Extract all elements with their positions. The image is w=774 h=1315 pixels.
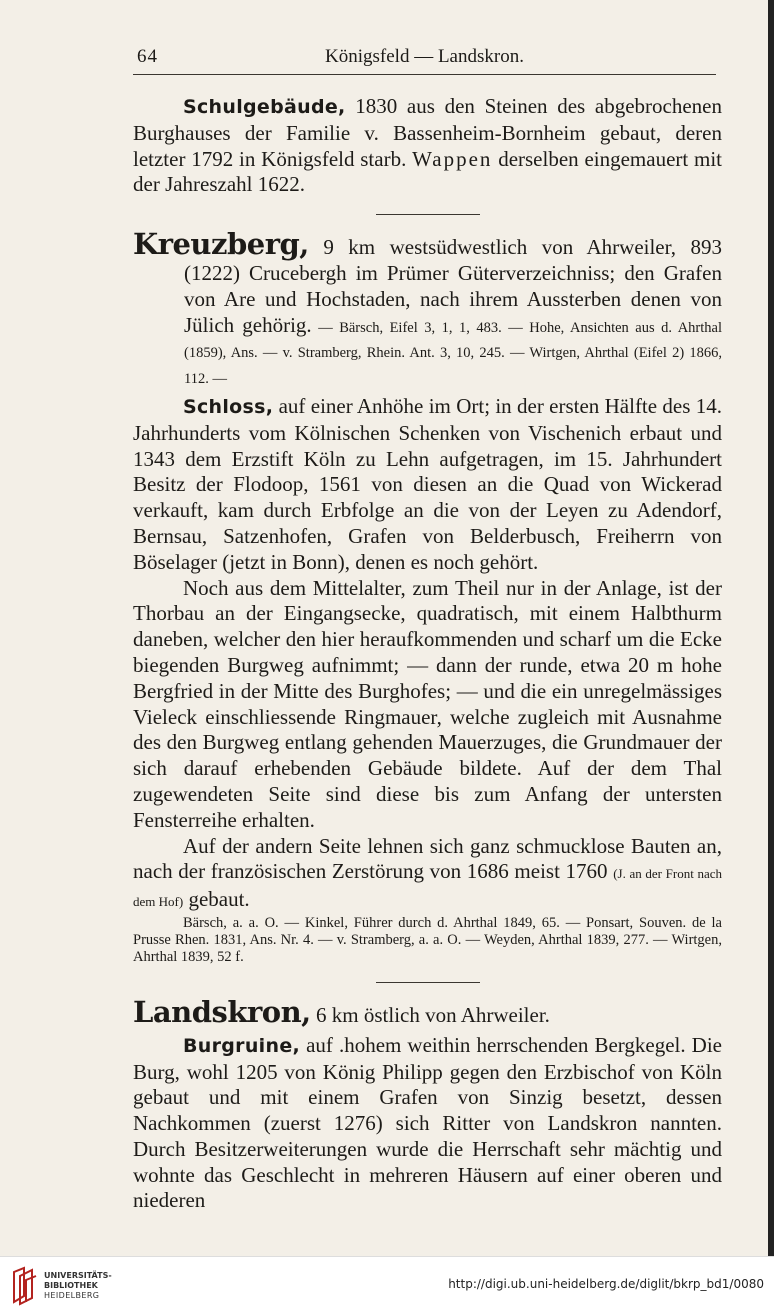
entry-landskron: [133, 994, 722, 1029]
entry-heading: Kreuzberg,: [133, 227, 309, 262]
lead-term: Burgruine,: [183, 1034, 301, 1057]
inline-note: (J. an der Front nach dem Hof): [133, 866, 722, 910]
paragraph-text: Auf der andern Seite lehnen sich ganz schmucklose Bauten an, nach der französischen Zerstörung von 1686 meist 1760: [133, 833, 722, 884]
paragraph-text: gebaut.: [183, 887, 250, 912]
lead-term: Schloss,: [183, 395, 274, 418]
entry-kreuzberg: [133, 227, 722, 390]
page-edge: [768, 0, 774, 1256]
running-head: [133, 46, 716, 70]
section-separator: [376, 982, 480, 983]
entry-heading: Landskron,: [133, 994, 311, 1029]
entry-references: — Bärsch, Eifel 3, 1, 1, 483. — Hohe, Ansichten aus d. Ahrthal (1859), Ans. — v. Stramberg, Rhein. Ant. 3, 10, 245. — Wirtgen, Ahrthal (Eifel 2) 1866, 112. —: [184, 319, 722, 388]
paragraph-text: derselben eingemauert mit der Jahreszahl 1622.: [133, 146, 723, 197]
running-title: Königsfeld — Landskron.: [325, 46, 524, 67]
paragraph-text: auf einer Anhöhe im Ort; in der ersten Hälfte des 14. Jahrhunderts vom Kölnischen Schenken von Vischenich erbaut und 1343 dem Erzstift Köln zu Lehn aufgetragen, im 15. Jahrhundert Besitz der Flodoop, 1561 von diesen an die Quad von Wickerad verkauft, kam durch Erbfolge an die von der Leyen zu Adendorf, Bernsau, Satzenhofen, Grafen von Belderbusch, Freiherrn von Böselager (jetzt in Bonn), denen es noch gehört.: [133, 393, 722, 574]
emphasized-word: Wappen: [412, 146, 493, 171]
library-logo-icon: [10, 1266, 38, 1306]
page-number: 64: [137, 46, 158, 67]
paragraph-burgruine: [133, 1033, 722, 1215]
paragraph-schulgebaeude: [133, 94, 722, 198]
entry-text: 6 km östlich von Ahrweiler.: [310, 1002, 550, 1027]
library-name[interactable]: [44, 1271, 112, 1301]
library-name-line: HEIDELBERG: [44, 1291, 100, 1300]
paragraph-schloss: [133, 394, 722, 576]
lead-term: Schulgebäude,: [183, 96, 346, 118]
library-name-line: UNIVERSITÄTS-: [44, 1271, 112, 1280]
library-name-line: BIBLIOTHEK: [44, 1281, 98, 1290]
paragraph-text: auf .hohem weithin herrschenden Bergkegel. Die Burg, wohl 1205 von König Philipp gegen den Erzbischof von Köln gebaut und mit einem Grafen von Sinzig besetzt, dessen Nachkommen (zuerst 1276) sich Ritter von Landskron nannten. Durch Besitzerweiterungen wurde die Herrschaft sehr mächtig und wohnte das Geschlecht in mehreren Häusern auf einer oberen und niederen: [133, 1032, 722, 1213]
paragraph-auf: [133, 834, 722, 915]
source-url-link[interactable]: http://digi.ub.uni-heidelberg.de/diglit/bkrp_bd1/0080: [448, 1277, 764, 1291]
references-block: Bärsch, a. a. O. — Kinkel, Führer durch d. Ahrthal 1849, 65. — Ponsart, Souven. de la Prusse Rhen. 1831, Ans. Nr. 4. — v. Stramberg, a. a. O. — Weyden, Ahrthal 1839, 277. — Wirtgen, Ahrthal 1839, 52 f.: [133, 914, 722, 965]
entry-text: 9 km westsüdwestlich von Ahrweiler, 893 (1222) Crucebergh im Prümer Güterverzeichniss; den Grafen von Are und Hochstaden, nach ihrem Aussterben denen von Jülich gehörig.: [184, 235, 722, 337]
footer-bar: [0, 1256, 774, 1315]
paragraph-noch: Noch aus dem Mittelalter, zum Theil nur in der Anlage, ist der Thorbau an der Eingangsecke, quadratisch, mit einem Halbthurm daneben, welcher den hier heraufkommenden und scharf um die Ecke biegenden Burgweg aufnimmt; — dann der runde, etwa 20 m hohe Bergfried in der Mitte des Burghofes; — und die ein unregelmässiges Vieleck einschliessende Ringmauer, welche zugleich mit Ausnahme des den Burgweg entlang gehenden Mauerzuges, die Grundmauer der sich darauf erhebenden Gebäude bildete. Auf der dem Thal zugewendeten Seite sind diese bis zum Anfang der untersten Fensterreihe erhalten.: [133, 575, 722, 832]
page-body: [133, 94, 722, 1214]
header-rule: [133, 74, 716, 75]
paragraph-text: 1830 aus den Steinen des abgebrochenen Burghauses der Familie v. Bassenheim-Bornheim gebaut, deren letzter 1792 in Königsfeld starb.: [133, 94, 722, 171]
section-separator: [376, 214, 480, 215]
